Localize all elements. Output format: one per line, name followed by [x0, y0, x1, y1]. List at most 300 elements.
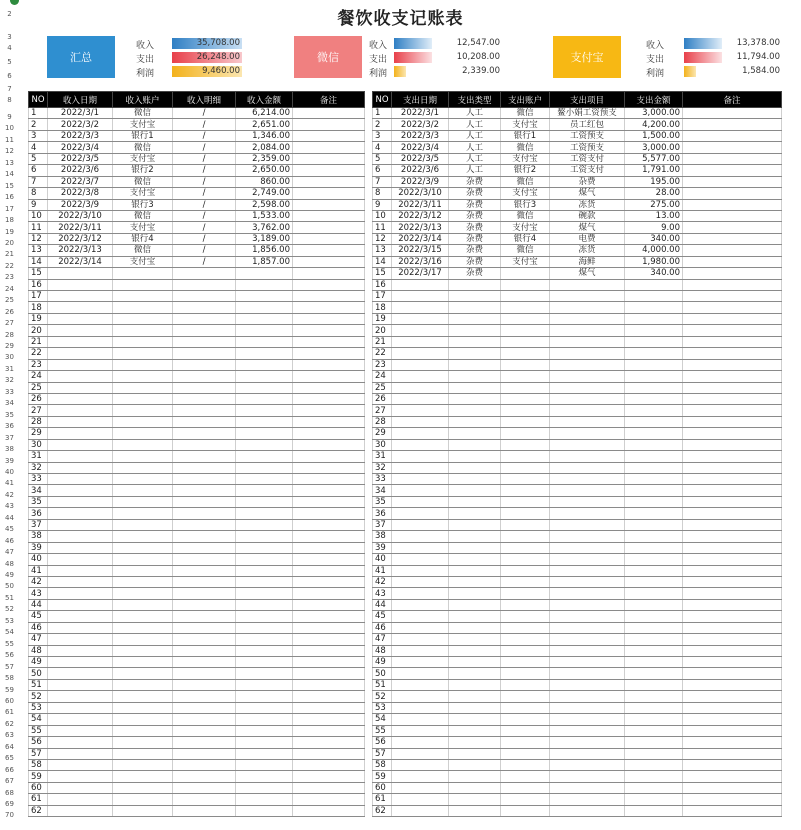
table-cell[interactable] — [550, 508, 625, 519]
sheet-row-number[interactable]: 51 — [5, 593, 14, 602]
table-cell[interactable]: 3 — [29, 130, 48, 141]
sheet-row-number[interactable]: 59 — [5, 685, 14, 694]
table-cell[interactable] — [683, 428, 782, 439]
table-cell[interactable] — [550, 336, 625, 347]
table-cell[interactable]: 3,000.00 — [625, 142, 683, 153]
table-cell[interactable] — [392, 416, 449, 427]
table-cell[interactable]: 340.00 — [625, 268, 683, 279]
table-cell[interactable] — [293, 291, 365, 302]
table-cell[interactable] — [48, 565, 113, 576]
table-cell[interactable] — [683, 554, 782, 565]
table-cell[interactable]: 340.00 — [625, 233, 683, 244]
table-cell[interactable] — [392, 485, 449, 496]
table-cell[interactable] — [293, 565, 365, 576]
table-cell[interactable]: 微信 — [113, 245, 173, 256]
table-cell[interactable] — [683, 393, 782, 404]
table-cell[interactable] — [48, 416, 113, 427]
table-cell[interactable] — [550, 771, 625, 782]
table-cell[interactable] — [173, 576, 236, 587]
table-cell[interactable] — [293, 451, 365, 462]
table-cell[interactable] — [625, 565, 683, 576]
table-cell[interactable] — [113, 737, 173, 748]
table-cell[interactable]: 35 — [29, 496, 48, 507]
table-cell[interactable] — [625, 725, 683, 736]
table-cell[interactable] — [550, 782, 625, 793]
table-cell[interactable] — [449, 759, 501, 770]
table-cell[interactable]: 杂费 — [550, 176, 625, 187]
table-cell[interactable]: 工资支付 — [550, 165, 625, 176]
table-cell[interactable] — [501, 611, 550, 622]
table-cell[interactable] — [683, 348, 782, 359]
table-cell[interactable]: 人工 — [449, 130, 501, 141]
table-cell[interactable] — [449, 462, 501, 473]
table-cell[interactable] — [293, 725, 365, 736]
table-cell[interactable]: 微信 — [113, 210, 173, 221]
table-cell[interactable]: 43 — [373, 588, 392, 599]
table-cell[interactable] — [501, 428, 550, 439]
table-cell[interactable] — [48, 313, 113, 324]
table-cell[interactable] — [392, 462, 449, 473]
table-cell[interactable] — [48, 439, 113, 450]
table-cell[interactable] — [501, 679, 550, 690]
table-cell[interactable] — [392, 576, 449, 587]
table-cell[interactable] — [173, 405, 236, 416]
table-cell[interactable] — [625, 679, 683, 690]
table-cell[interactable] — [173, 645, 236, 656]
table-cell[interactable] — [449, 657, 501, 668]
table-cell[interactable] — [501, 542, 550, 553]
table-cell[interactable] — [683, 645, 782, 656]
sheet-row-number[interactable]: 64 — [5, 742, 14, 751]
table-cell[interactable] — [625, 382, 683, 393]
table-cell[interactable] — [501, 462, 550, 473]
table-cell[interactable] — [173, 748, 236, 759]
table-cell[interactable] — [683, 210, 782, 221]
table-cell[interactable] — [625, 348, 683, 359]
table-cell[interactable]: 2022/3/5 — [48, 153, 113, 164]
table-cell[interactable] — [625, 611, 683, 622]
table-cell[interactable]: 2022/3/13 — [48, 245, 113, 256]
table-cell[interactable] — [236, 519, 293, 530]
table-cell[interactable] — [501, 439, 550, 450]
table-cell[interactable] — [449, 382, 501, 393]
sheet-row-number[interactable]: 30 — [5, 353, 14, 362]
table-cell[interactable] — [550, 794, 625, 805]
table-cell[interactable] — [236, 313, 293, 324]
table-cell[interactable] — [236, 714, 293, 725]
table-cell[interactable] — [501, 668, 550, 679]
table-cell[interactable]: 4 — [29, 142, 48, 153]
table-cell[interactable] — [392, 302, 449, 313]
table-cell[interactable]: 2022/3/3 — [392, 130, 449, 141]
table-cell[interactable] — [449, 691, 501, 702]
table-cell[interactable] — [293, 496, 365, 507]
table-cell[interactable]: 14 — [373, 256, 392, 267]
table-cell[interactable] — [683, 622, 782, 633]
table-cell[interactable] — [683, 153, 782, 164]
table-cell[interactable] — [113, 542, 173, 553]
table-cell[interactable] — [625, 325, 683, 336]
table-cell[interactable] — [236, 428, 293, 439]
table-cell[interactable]: 18 — [373, 302, 392, 313]
table-cell[interactable] — [113, 714, 173, 725]
table-cell[interactable] — [550, 279, 625, 290]
table-cell[interactable] — [173, 279, 236, 290]
table-cell[interactable] — [625, 291, 683, 302]
income-header-cell[interactable]: NO — [29, 92, 48, 108]
sheet-row-number[interactable]: 55 — [5, 639, 14, 648]
table-cell[interactable]: 48 — [29, 645, 48, 656]
table-cell[interactable] — [113, 782, 173, 793]
table-cell[interactable] — [501, 279, 550, 290]
table-cell[interactable] — [392, 748, 449, 759]
table-cell[interactable] — [501, 554, 550, 565]
table-cell[interactable] — [48, 691, 113, 702]
table-cell[interactable]: 杂费 — [449, 233, 501, 244]
table-cell[interactable] — [683, 130, 782, 141]
table-cell[interactable] — [501, 393, 550, 404]
table-cell[interactable] — [293, 771, 365, 782]
table-cell[interactable] — [293, 405, 365, 416]
table-cell[interactable]: 37 — [373, 519, 392, 530]
table-cell[interactable] — [625, 691, 683, 702]
table-cell[interactable] — [113, 634, 173, 645]
table-cell[interactable]: 杂费 — [449, 188, 501, 199]
table-cell[interactable] — [293, 439, 365, 450]
sheet-row-number[interactable]: 67 — [5, 777, 14, 786]
expense-header-cell[interactable]: 备注 — [683, 92, 782, 108]
table-cell[interactable] — [236, 439, 293, 450]
table-cell[interactable] — [683, 657, 782, 668]
table-cell[interactable] — [173, 668, 236, 679]
table-cell[interactable]: 4,000.00 — [625, 245, 683, 256]
table-cell[interactable]: 2022/3/9 — [48, 199, 113, 210]
table-cell[interactable]: 2022/3/15 — [392, 245, 449, 256]
table-cell[interactable] — [173, 439, 236, 450]
table-cell[interactable] — [236, 737, 293, 748]
table-cell[interactable] — [293, 645, 365, 656]
table-cell[interactable]: 45 — [373, 611, 392, 622]
sheet-row-number[interactable]: 37 — [5, 433, 14, 442]
table-cell[interactable] — [392, 737, 449, 748]
table-cell[interactable] — [392, 634, 449, 645]
table-cell[interactable] — [236, 279, 293, 290]
sheet-row-number[interactable]: 69 — [5, 800, 14, 808]
table-cell[interactable]: 15 — [373, 268, 392, 279]
table-cell[interactable] — [550, 657, 625, 668]
table-cell[interactable]: 1,533.00 — [236, 210, 293, 221]
table-cell[interactable] — [293, 588, 365, 599]
sheet-row-number[interactable]: 32 — [5, 376, 14, 385]
expense-header-cell[interactable]: 支出账户 — [501, 92, 550, 108]
table-cell[interactable]: 14 — [29, 256, 48, 267]
table-cell[interactable] — [501, 599, 550, 610]
table-cell[interactable] — [173, 393, 236, 404]
table-cell[interactable] — [293, 748, 365, 759]
table-cell[interactable] — [236, 371, 293, 382]
table-cell[interactable] — [501, 519, 550, 530]
table-cell[interactable]: 人工 — [449, 142, 501, 153]
table-cell[interactable]: 5,577.00 — [625, 153, 683, 164]
table-cell[interactable] — [113, 428, 173, 439]
table-cell[interactable] — [550, 474, 625, 485]
table-cell[interactable] — [236, 508, 293, 519]
table-cell[interactable] — [550, 393, 625, 404]
table-cell[interactable] — [236, 542, 293, 553]
table-cell[interactable] — [293, 416, 365, 427]
table-cell[interactable]: 25 — [373, 382, 392, 393]
table-cell[interactable] — [48, 302, 113, 313]
table-cell[interactable] — [236, 679, 293, 690]
table-cell[interactable]: 3,762.00 — [236, 222, 293, 233]
table-cell[interactable]: 28.00 — [625, 188, 683, 199]
table-cell[interactable]: / — [173, 119, 236, 130]
table-cell[interactable] — [683, 108, 782, 119]
table-cell[interactable]: 人工 — [449, 119, 501, 130]
table-cell[interactable] — [293, 393, 365, 404]
table-cell[interactable] — [173, 325, 236, 336]
table-cell[interactable]: 杂费 — [449, 222, 501, 233]
table-cell[interactable]: 26 — [29, 393, 48, 404]
sheet-row-number[interactable]: 22 — [5, 261, 14, 270]
table-cell[interactable] — [113, 554, 173, 565]
table-cell[interactable] — [392, 622, 449, 633]
table-cell[interactable] — [501, 359, 550, 370]
sheet-row-number[interactable]: 46 — [5, 536, 14, 545]
table-cell[interactable] — [173, 542, 236, 553]
table-cell[interactable] — [550, 805, 625, 816]
table-cell[interactable] — [449, 782, 501, 793]
table-cell[interactable]: 12 — [29, 233, 48, 244]
table-cell[interactable]: 62 — [373, 805, 392, 816]
table-cell[interactable] — [113, 531, 173, 542]
table-cell[interactable] — [449, 291, 501, 302]
table-cell[interactable] — [48, 554, 113, 565]
table-cell[interactable] — [173, 359, 236, 370]
table-cell[interactable] — [392, 348, 449, 359]
table-cell[interactable] — [236, 702, 293, 713]
table-cell[interactable] — [550, 691, 625, 702]
table-cell[interactable] — [293, 737, 365, 748]
table-cell[interactable] — [501, 782, 550, 793]
table-cell[interactable]: 32 — [29, 462, 48, 473]
table-cell[interactable]: 2022/3/6 — [48, 165, 113, 176]
table-cell[interactable] — [48, 382, 113, 393]
table-cell[interactable]: 57 — [373, 748, 392, 759]
table-cell[interactable] — [550, 462, 625, 473]
table-cell[interactable] — [625, 805, 683, 816]
table-cell[interactable] — [173, 268, 236, 279]
table-cell[interactable] — [683, 176, 782, 187]
table-cell[interactable] — [173, 691, 236, 702]
table-cell[interactable] — [48, 657, 113, 668]
table-cell[interactable]: 人工 — [449, 108, 501, 119]
table-cell[interactable] — [625, 737, 683, 748]
table-cell[interactable] — [501, 759, 550, 770]
table-cell[interactable] — [113, 371, 173, 382]
table-cell[interactable] — [449, 496, 501, 507]
table-cell[interactable] — [625, 359, 683, 370]
sheet-row-number[interactable]: 20 — [5, 238, 14, 247]
table-cell[interactable]: 支付宝 — [113, 153, 173, 164]
table-cell[interactable]: 2022/3/3 — [48, 130, 113, 141]
table-cell[interactable] — [501, 371, 550, 382]
sheet-row-number[interactable]: 33 — [5, 387, 14, 396]
table-cell[interactable] — [293, 462, 365, 473]
table-cell[interactable]: 48 — [373, 645, 392, 656]
table-cell[interactable]: 860.00 — [236, 176, 293, 187]
table-cell[interactable]: 4 — [373, 142, 392, 153]
table-cell[interactable] — [236, 565, 293, 576]
table-cell[interactable]: 杂费 — [449, 176, 501, 187]
table-cell[interactable] — [293, 782, 365, 793]
table-cell[interactable] — [550, 519, 625, 530]
table-cell[interactable] — [113, 565, 173, 576]
table-cell[interactable]: 60 — [29, 782, 48, 793]
table-cell[interactable] — [501, 416, 550, 427]
table-cell[interactable] — [683, 588, 782, 599]
table-cell[interactable] — [501, 302, 550, 313]
table-cell[interactable] — [293, 485, 365, 496]
table-cell[interactable] — [392, 382, 449, 393]
table-cell[interactable] — [48, 336, 113, 347]
table-cell[interactable] — [550, 588, 625, 599]
table-cell[interactable] — [236, 382, 293, 393]
table-cell[interactable] — [392, 645, 449, 656]
table-cell[interactable] — [683, 313, 782, 324]
table-cell[interactable]: 支付宝 — [113, 119, 173, 130]
table-cell[interactable] — [550, 291, 625, 302]
table-cell[interactable]: 2022/3/1 — [392, 108, 449, 119]
table-cell[interactable]: 9 — [29, 199, 48, 210]
table-cell[interactable] — [449, 554, 501, 565]
table-cell[interactable] — [449, 485, 501, 496]
table-cell[interactable] — [449, 451, 501, 462]
table-cell[interactable]: 50 — [29, 668, 48, 679]
sheet-row-number[interactable]: 41 — [5, 479, 14, 488]
table-cell[interactable] — [501, 805, 550, 816]
sheet-row-number[interactable]: 63 — [5, 731, 14, 740]
table-cell[interactable]: 杂费 — [449, 256, 501, 267]
table-cell[interactable]: 61 — [373, 794, 392, 805]
table-cell[interactable] — [173, 451, 236, 462]
table-cell[interactable]: 微信 — [501, 245, 550, 256]
table-cell[interactable] — [625, 657, 683, 668]
table-cell[interactable] — [683, 371, 782, 382]
table-cell[interactable]: 人工 — [449, 165, 501, 176]
sheet-row-number[interactable]: 23 — [5, 273, 14, 282]
table-cell[interactable] — [113, 508, 173, 519]
table-cell[interactable] — [48, 725, 113, 736]
table-cell[interactable] — [683, 416, 782, 427]
table-cell[interactable]: 2022/3/13 — [392, 222, 449, 233]
table-cell[interactable] — [449, 439, 501, 450]
table-cell[interactable] — [550, 405, 625, 416]
table-cell[interactable] — [392, 496, 449, 507]
table-cell[interactable] — [293, 142, 365, 153]
table-cell[interactable] — [625, 428, 683, 439]
table-cell[interactable] — [625, 519, 683, 530]
income-header-cell[interactable]: 收入明细 — [173, 92, 236, 108]
table-cell[interactable] — [683, 714, 782, 725]
table-cell[interactable] — [683, 188, 782, 199]
table-cell[interactable] — [683, 233, 782, 244]
table-cell[interactable] — [236, 748, 293, 759]
table-cell[interactable] — [449, 416, 501, 427]
table-cell[interactable] — [113, 657, 173, 668]
table-cell[interactable]: 2022/3/12 — [48, 233, 113, 244]
table-cell[interactable]: 1 — [373, 108, 392, 119]
table-cell[interactable]: 52 — [373, 691, 392, 702]
table-cell[interactable]: 36 — [373, 508, 392, 519]
table-cell[interactable] — [550, 428, 625, 439]
table-cell[interactable] — [501, 725, 550, 736]
table-cell[interactable] — [683, 668, 782, 679]
table-cell[interactable] — [449, 714, 501, 725]
table-cell[interactable] — [392, 611, 449, 622]
table-cell[interactable] — [293, 210, 365, 221]
table-cell[interactable] — [293, 668, 365, 679]
sheet-row-number[interactable]: 45 — [5, 525, 14, 534]
table-cell[interactable]: 34 — [29, 485, 48, 496]
table-cell[interactable] — [293, 759, 365, 770]
table-cell[interactable] — [625, 645, 683, 656]
table-cell[interactable] — [236, 405, 293, 416]
table-cell[interactable] — [683, 748, 782, 759]
table-cell[interactable] — [293, 325, 365, 336]
table-cell[interactable] — [173, 702, 236, 713]
table-cell[interactable]: 42 — [29, 576, 48, 587]
table-cell[interactable] — [392, 691, 449, 702]
table-cell[interactable] — [501, 576, 550, 587]
table-cell[interactable] — [550, 451, 625, 462]
table-cell[interactable]: 31 — [29, 451, 48, 462]
table-cell[interactable] — [392, 325, 449, 336]
table-cell[interactable]: 6 — [373, 165, 392, 176]
table-cell[interactable] — [625, 782, 683, 793]
table-cell[interactable] — [625, 336, 683, 347]
table-cell[interactable] — [236, 359, 293, 370]
table-cell[interactable] — [173, 485, 236, 496]
table-cell[interactable]: 24 — [29, 371, 48, 382]
table-cell[interactable]: 2022/3/17 — [392, 268, 449, 279]
table-cell[interactable]: 工资预支 — [550, 142, 625, 153]
sheet-row-number[interactable]: 28 — [5, 330, 14, 339]
table-cell[interactable] — [449, 325, 501, 336]
table-cell[interactable] — [392, 588, 449, 599]
table-cell[interactable]: 银行4 — [113, 233, 173, 244]
table-cell[interactable] — [550, 714, 625, 725]
table-cell[interactable] — [550, 634, 625, 645]
table-cell[interactable] — [113, 279, 173, 290]
table-cell[interactable] — [293, 702, 365, 713]
sheet-row-number[interactable]: 3 — [7, 33, 12, 41]
table-cell[interactable] — [293, 188, 365, 199]
sheet-row-number[interactable]: 62 — [5, 719, 14, 728]
table-cell[interactable] — [392, 359, 449, 370]
table-cell[interactable] — [48, 679, 113, 690]
table-cell[interactable]: 24 — [373, 371, 392, 382]
table-cell[interactable]: 2022/3/2 — [48, 119, 113, 130]
table-cell[interactable] — [501, 588, 550, 599]
table-cell[interactable]: 28 — [373, 416, 392, 427]
expense-header-cell[interactable]: 支出类型 — [449, 92, 501, 108]
table-cell[interactable]: 煤气 — [550, 268, 625, 279]
table-cell[interactable] — [392, 805, 449, 816]
table-cell[interactable]: 13 — [373, 245, 392, 256]
table-cell[interactable]: / — [173, 199, 236, 210]
table-cell[interactable] — [683, 794, 782, 805]
